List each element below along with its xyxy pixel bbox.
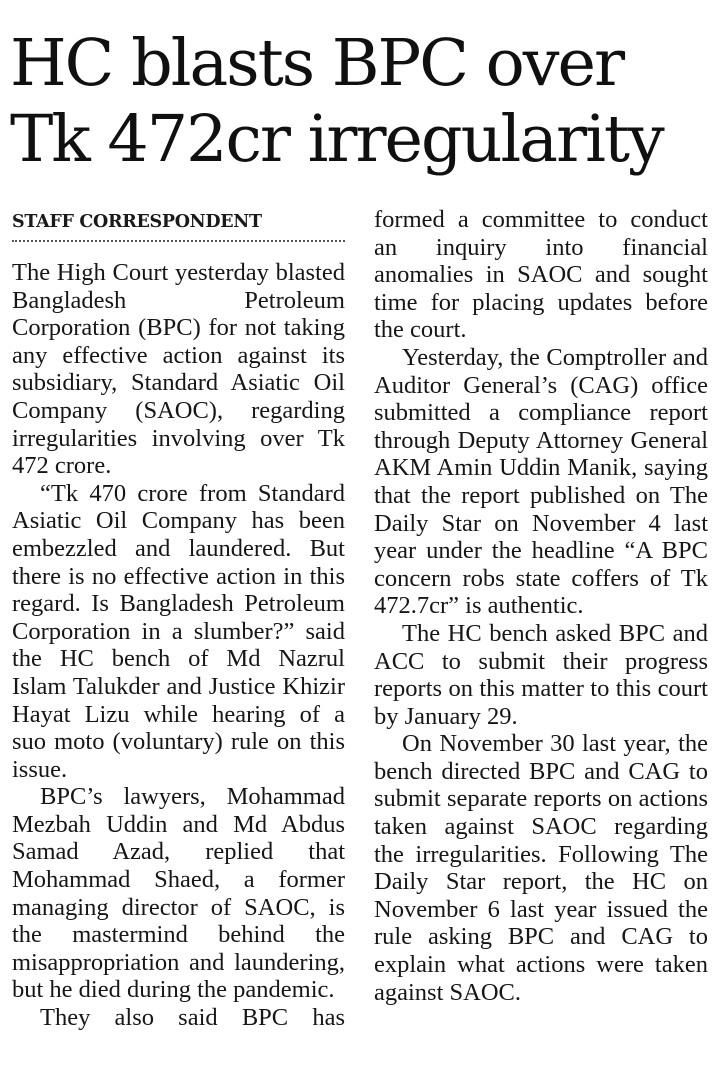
paragraph-7: On November 30 last year, the bench directed BPC and CAG to submit separate reports on actions taken against SAOC regarding the irregularities. Following The Daily Star report, the HC on November 6 last year issued the rule asking BPC and CAG to explain what actions were taken against SAOC. (374, 730, 708, 1006)
paragraph-3: BPC’s lawyers, Mohammad Mezbah Uddin and Md Abdus Samad Azad, replied that Mohammad Shaed, a former managing director of SAOC, is the mastermind behind the misappropriation and laundering, but he died during the pandemic. (12, 783, 345, 1004)
paragraph-2: “Tk 470 crore from Standard Asiatic Oil Company has been embezzled and laundered. But there is no effective action in this regard. Is Bangladesh Petroleum Corporation in a slumber?” said the HC bench of Md Nazrul Islam Talukder and Justice Khizir Hayat Lizu while hearing of a suo moto (voluntary) rule on this issue. (12, 479, 345, 783)
headline-line-2: Tk 472cr irregularity (10, 102, 663, 177)
article-column-right (374, 206, 708, 1006)
paragraph-1: The High Court yesterday blasted Bangladesh Petroleum Corporation (BPC) for not taking any effective action against its subsidiary, Standard Asiatic Oil Company (SAOC), regarding irregularities involving over Tk 472 crore. (12, 259, 345, 480)
paragraph-6: The HC bench asked BPC and ACC to submit their progress reports on this matter to this court by January 29. (374, 619, 708, 730)
article-column-left (12, 259, 345, 1032)
paragraph-4-continued: formed a committee to conduct an inquiry into financial anomalies in SAOC and sought time for placing updates before the court. (374, 206, 708, 344)
paragraph-5: Yesterday, the Comptroller and Auditor General’s (CAG) office submitted a compliance report through Deputy Attorney General AKM Amin Uddin Manik, saying that the report published on The Daily Star on November 4 last year under the headline “A BPC concern robs state coffers of Tk 472.7cr” is authentic. (374, 343, 708, 620)
byline: STAFF CORRESPONDENT (12, 208, 345, 242)
headline (10, 26, 710, 178)
headline-line-1: HC blasts BPC over (10, 26, 624, 101)
paragraph-4-start: They also said BPC has (40, 1004, 345, 1032)
